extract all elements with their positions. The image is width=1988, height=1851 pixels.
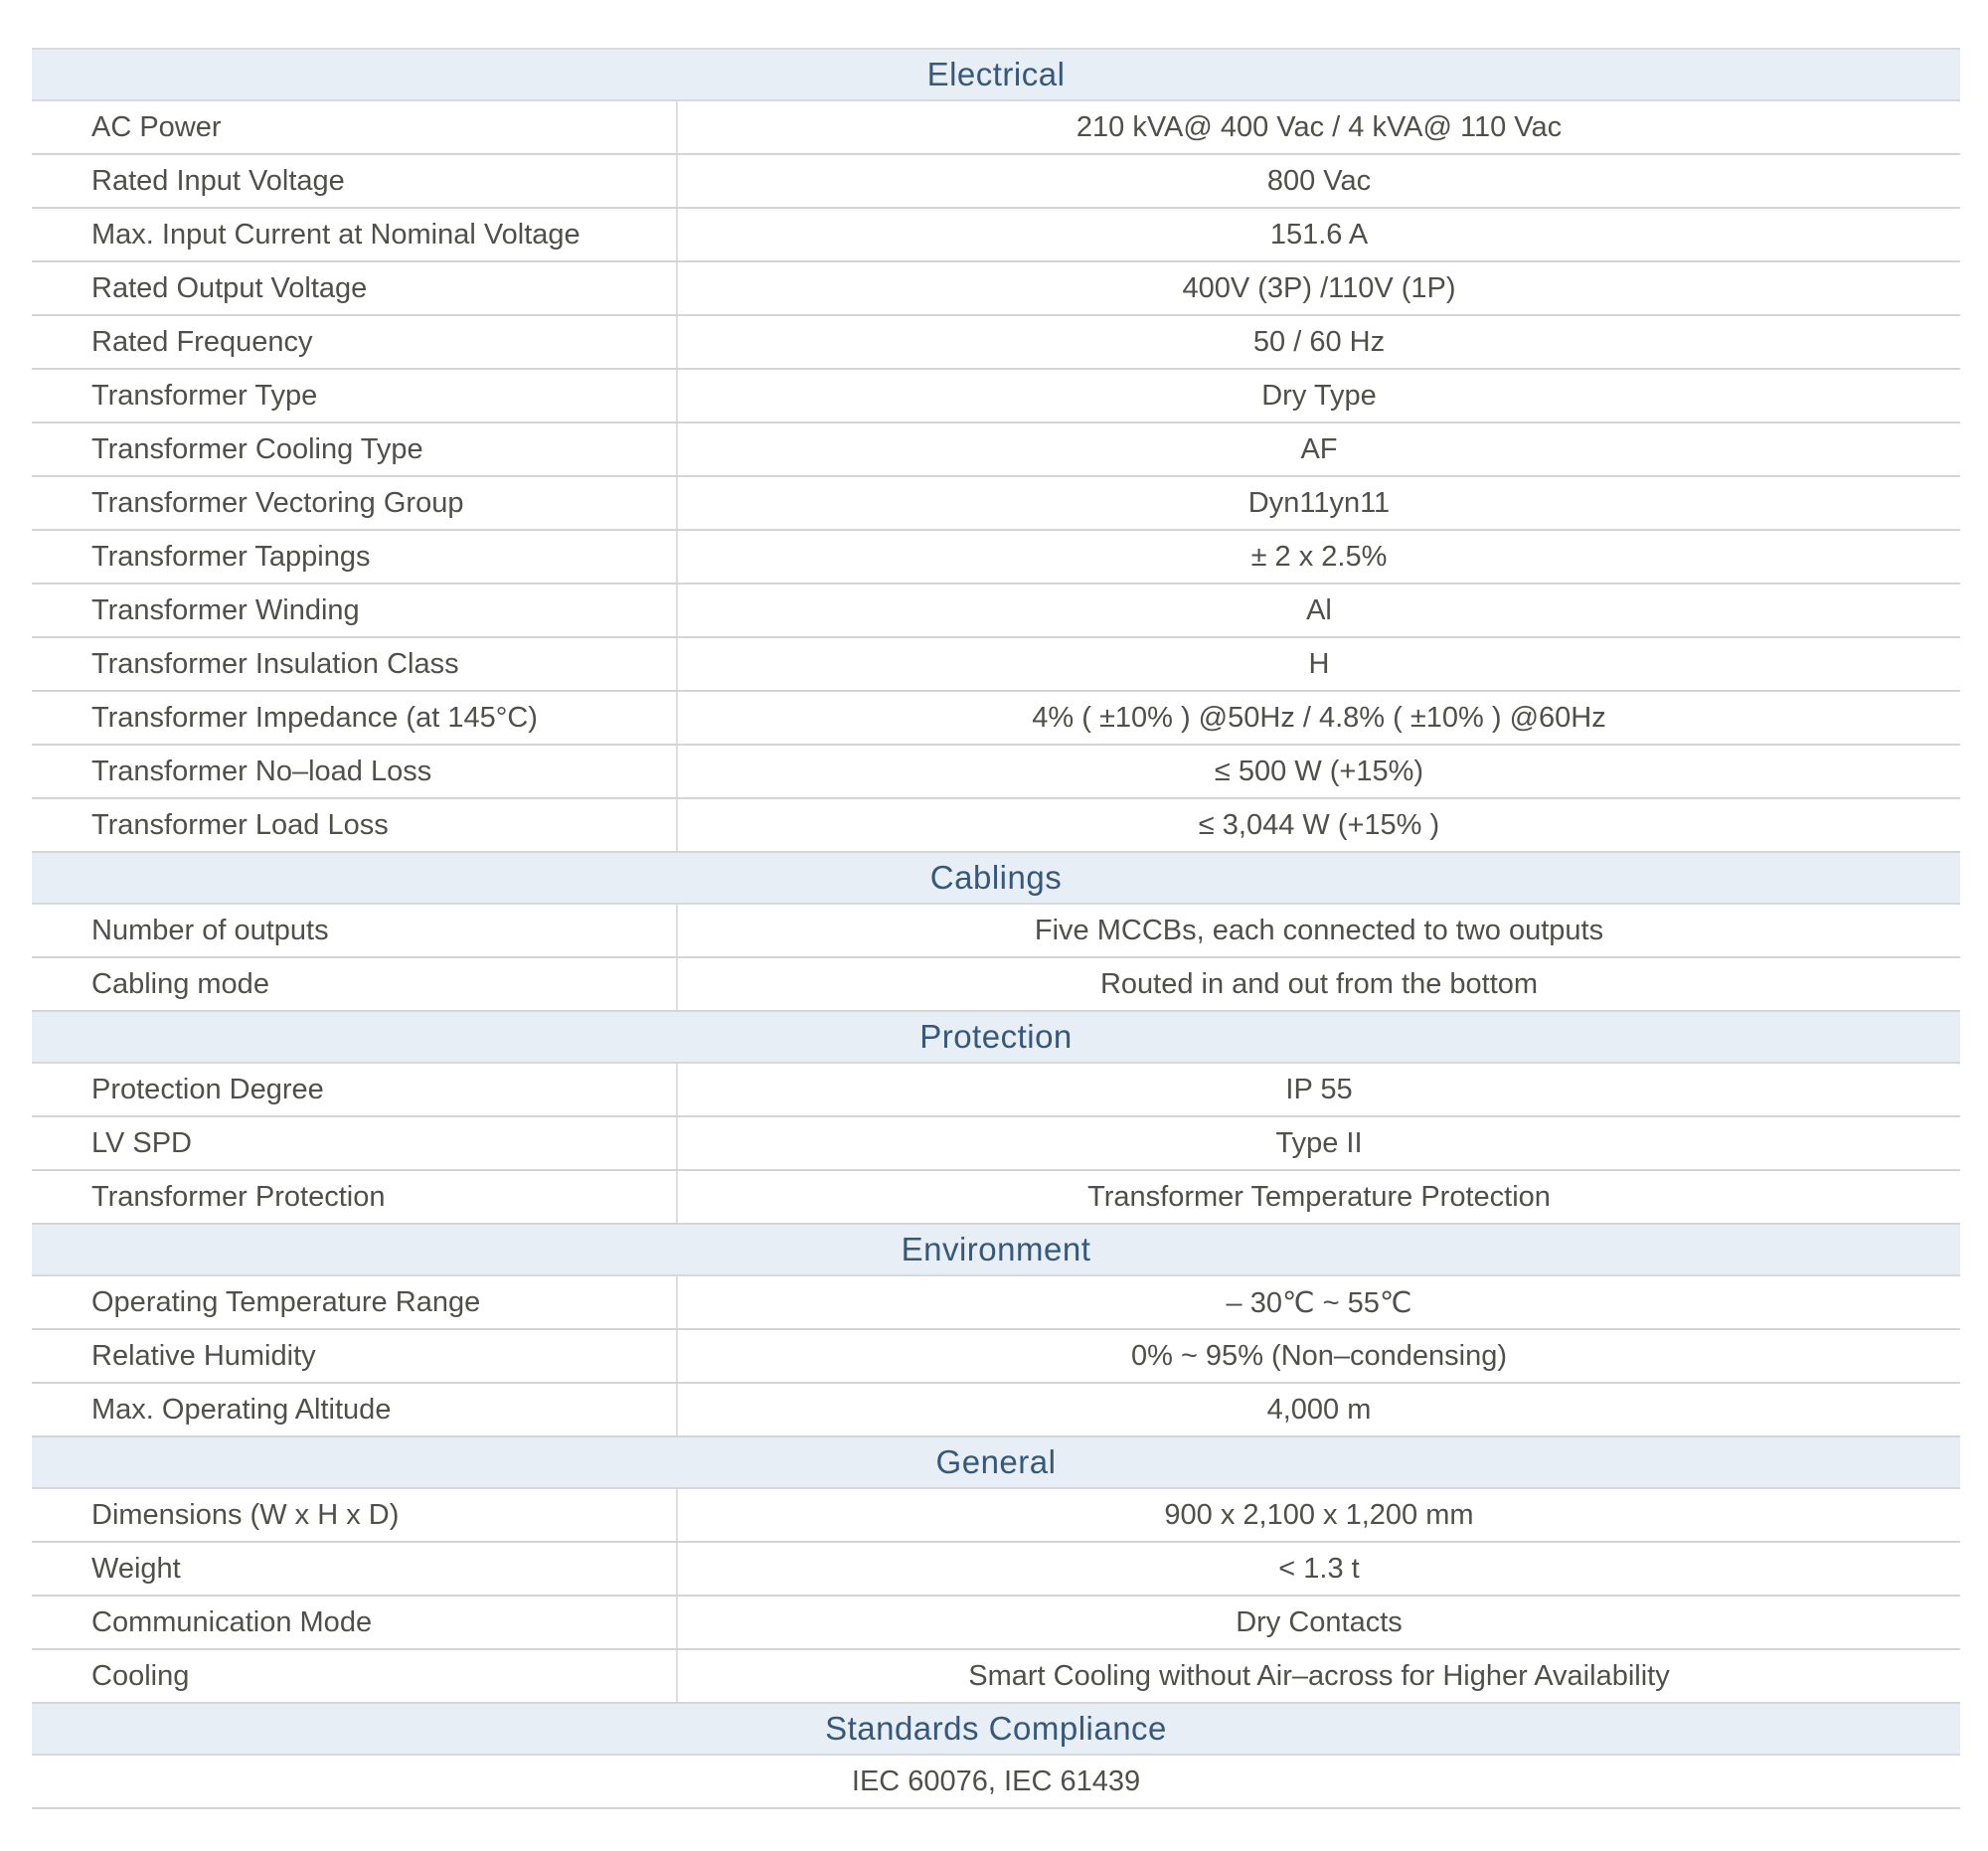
row-value: 210 kVA@ 400 Vac / 4 kVA@ 110 Vac <box>1076 110 1563 143</box>
row-value: AF <box>1300 432 1338 465</box>
row-label: Transformer Impedance (at 145°C) <box>32 692 678 744</box>
row-value: Dyn11yn11 <box>1247 486 1391 519</box>
row-value: Five MCCBs, each connected to two outputs <box>1034 914 1604 946</box>
table-row <box>32 477 1960 531</box>
row-value: 4,000 m <box>1266 1393 1372 1426</box>
table-row <box>32 155 1960 209</box>
section-header-cablings <box>32 853 1960 905</box>
row-value: 151.6 A <box>1269 218 1369 251</box>
row-label: Transformer No–load Loss <box>32 746 678 797</box>
section-header-label: Cablings <box>929 859 1063 896</box>
row-label: Transformer Load Loss <box>32 799 678 851</box>
row-label: Rated Output Voltage <box>32 262 678 314</box>
row-value: ≤ 3,044 W (+15% ) <box>1198 808 1440 841</box>
section-header-protection <box>32 1012 1960 1064</box>
section-header-electrical <box>32 50 1960 101</box>
table-row <box>32 799 1960 853</box>
table-row <box>32 1597 1960 1650</box>
row-label: LV SPD <box>32 1117 678 1169</box>
row-label: Transformer Cooling Type <box>32 423 678 475</box>
row-value: ≤ 500 W (+15%) <box>1214 755 1424 787</box>
row-value: IP 55 <box>1285 1073 1353 1105</box>
table-row <box>32 423 1960 477</box>
section-header-environment <box>32 1225 1960 1276</box>
row-label: Weight <box>32 1543 678 1595</box>
row-value: ± 2 x 2.5% <box>1250 540 1388 573</box>
table-row <box>32 1543 1960 1597</box>
row-value: Smart Cooling without Air–across for Higher Availability <box>968 1659 1670 1692</box>
row-label: Communication Mode <box>32 1597 678 1648</box>
specification-table <box>32 48 1960 1809</box>
table-row <box>32 209 1960 262</box>
row-label: Rated Frequency <box>32 316 678 368</box>
table-row <box>32 370 1960 423</box>
section-header-label: Protection <box>919 1018 1073 1055</box>
row-value: 50 / 60 Hz <box>1252 325 1386 358</box>
row-label: Protection Degree <box>32 1064 678 1115</box>
section-header-label: General <box>935 1443 1057 1480</box>
table-row <box>32 262 1960 316</box>
table-row <box>32 692 1960 746</box>
row-value: 800 Vac <box>1266 164 1372 197</box>
table-row <box>32 958 1960 1012</box>
standards-compliance-value: IEC 60076, IEC 61439 <box>32 1756 1960 1809</box>
table-row <box>32 531 1960 585</box>
table-row <box>32 1489 1960 1543</box>
section-header-standards-compliance <box>32 1704 1960 1756</box>
row-value: 400V (3P) /110V (1P) <box>1182 271 1456 304</box>
row-label: Transformer Winding <box>32 585 678 636</box>
row-label: Transformer Insulation Class <box>32 638 678 690</box>
table-row <box>32 1384 1960 1437</box>
row-value: Routed in and out from the bottom <box>1099 967 1539 1000</box>
table-row <box>32 1171 1960 1225</box>
row-value: Dry Contacts <box>1236 1605 1403 1638</box>
table-row <box>32 1330 1960 1384</box>
row-value: Type II <box>1275 1126 1363 1159</box>
table-row <box>32 1064 1960 1117</box>
row-label: Number of outputs <box>32 905 678 956</box>
row-label: Max. Operating Altitude <box>32 1384 678 1435</box>
table-row <box>32 638 1960 692</box>
row-label: Transformer Tappings <box>32 531 678 583</box>
row-label: Operating Temperature Range <box>32 1276 678 1328</box>
section-header-label: Environment <box>901 1231 1091 1267</box>
table-row <box>32 585 1960 638</box>
row-value: Al <box>1306 593 1332 626</box>
section-header-label: Electrical <box>926 56 1066 92</box>
row-label: Cabling mode <box>32 958 678 1010</box>
row-label: Cooling <box>32 1650 678 1702</box>
table-row <box>32 101 1960 155</box>
table-row <box>32 1650 1960 1704</box>
table-row <box>32 746 1960 799</box>
section-header-general <box>32 1437 1960 1489</box>
row-label: Transformer Vectoring Group <box>32 477 678 529</box>
row-value: 4% ( ±10% ) @50Hz / 4.8% ( ±10% ) @60Hz <box>1032 701 1606 734</box>
row-label: Dimensions (W x H x D) <box>32 1489 678 1541</box>
table-row <box>32 1276 1960 1330</box>
row-value: 900 x 2,100 x 1,200 mm <box>1164 1498 1474 1531</box>
row-value: Transformer Temperature Protection <box>1087 1180 1551 1213</box>
table-row <box>32 316 1960 370</box>
row-label: Relative Humidity <box>32 1330 678 1382</box>
row-value: – 30℃ ~ 55℃ <box>1226 1286 1412 1319</box>
table-row <box>32 1117 1960 1171</box>
row-label: Transformer Protection <box>32 1171 678 1223</box>
row-label: Transformer Type <box>32 370 678 421</box>
row-value: 0% ~ 95% (Non–condensing) <box>1130 1339 1508 1372</box>
row-value: H <box>1308 647 1330 680</box>
row-label: AC Power <box>32 101 678 153</box>
row-label: Rated Input Voltage <box>32 155 678 207</box>
row-value: Dry Type <box>1261 379 1377 412</box>
row-label: Max. Input Current at Nominal Voltage <box>32 209 678 260</box>
table-row <box>32 905 1960 958</box>
row-value: < 1.3 t <box>1278 1552 1360 1585</box>
section-header-label: Standards Compliance <box>825 1710 1167 1747</box>
